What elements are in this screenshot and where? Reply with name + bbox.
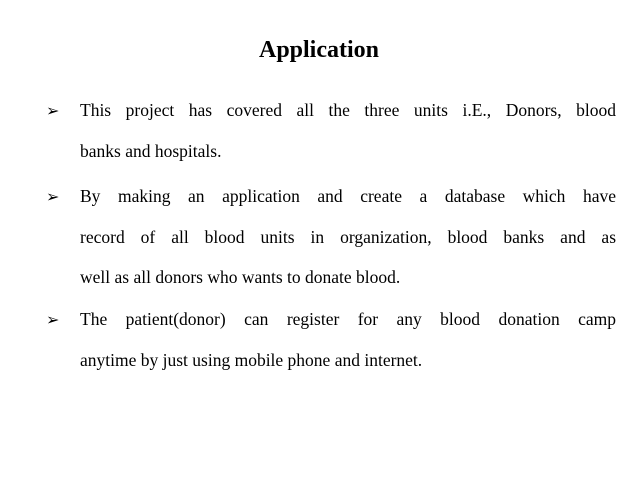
bullet-item bbox=[46, 90, 616, 171]
bullet-item bbox=[46, 176, 616, 297]
arrow-bullet-icon: ➢ bbox=[46, 101, 60, 120]
bullet-line: banks and hospitals. bbox=[80, 141, 222, 161]
bullet-line: record of all blood units in organization, blood banks and as bbox=[80, 227, 616, 247]
arrow-bullet-icon: ➢ bbox=[46, 187, 60, 206]
slide-title: Application bbox=[258, 37, 380, 63]
bullet-line: ➢ By making an application and create a database which have bbox=[46, 176, 616, 217]
bullet-line: well as all donors who wants to donate blood. bbox=[80, 267, 401, 287]
bullet-line: anytime by just using mobile phone and internet. bbox=[80, 350, 423, 370]
bullet-item bbox=[46, 299, 616, 380]
arrow-bullet-icon: ➢ bbox=[46, 310, 60, 329]
bullet-line: ➢ The patient(donor) can register for any blood donation camp bbox=[46, 299, 616, 340]
bullet-line: ➢ This project has covered all the three units i.E., Donors, blood bbox=[46, 90, 616, 131]
